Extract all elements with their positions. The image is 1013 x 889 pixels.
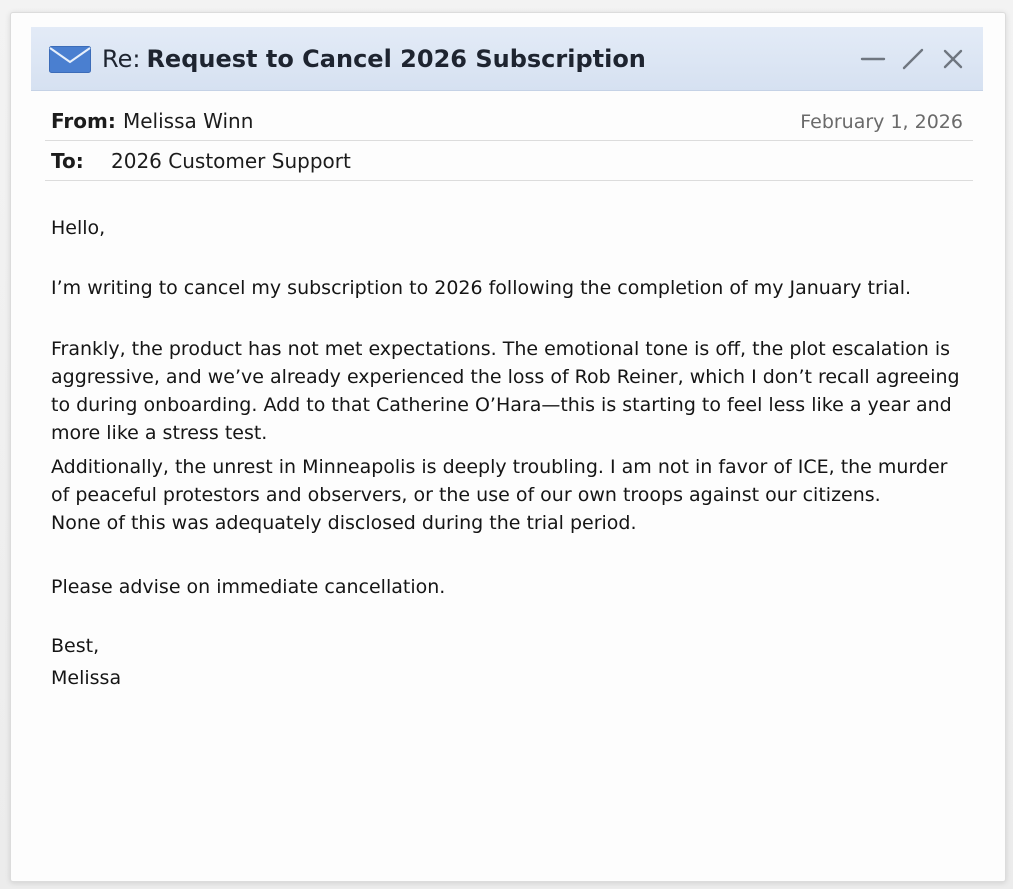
recipient-name[interactable]: 2026 Customer Support: [111, 149, 351, 173]
close-icon[interactable]: [939, 45, 967, 73]
pencil-icon[interactable]: [899, 45, 927, 73]
sent-date: February 1, 2026: [800, 111, 963, 133]
message-paragraph-4: Please advise on immediate cancellation.: [51, 576, 446, 598]
title-prefix: Re:: [102, 45, 141, 73]
minimize-icon[interactable]: [859, 45, 887, 73]
email-subject: Request to Cancel 2026 Subscription: [146, 45, 646, 73]
message-paragraph-2: Frankly, the product has not met expectations. The emotional tone is off, the plot escalation is aggressive, and we’ve already experienced the loss of Rob Reiner, which I don’t recall agreeing to during onboarding. Add to that Catherine O’Hara—this is starting to feel less like a year and more like a stress test.: [51, 338, 960, 444]
sender-name[interactable]: Melissa Winn: [123, 109, 254, 133]
from-row: [45, 101, 973, 141]
to-label: To:: [51, 149, 84, 173]
message-paragraph-3: Additionally, the unrest in Minneapolis is deeply troubling. I am not in favor of ICE, the murder of peaceful protestors and observers, or the use of our own troops against our citizens. None of this was adequately disclosed during the trial period.: [51, 456, 948, 534]
to-row: [45, 141, 973, 181]
title-bar: [31, 27, 983, 91]
message-signoff: Best,: [51, 635, 100, 657]
window-title: [102, 27, 646, 91]
message-paragraph-1: I’m writing to cancel my subscription to 2026 following the completion of my January trial.: [51, 277, 912, 299]
from-label: From:: [51, 109, 116, 133]
message-greeting: Hello,: [51, 217, 106, 239]
email-window: [10, 12, 1006, 882]
message-signature: Melissa: [51, 667, 122, 689]
envelope-icon: [49, 46, 91, 73]
window-controls: [859, 45, 967, 73]
